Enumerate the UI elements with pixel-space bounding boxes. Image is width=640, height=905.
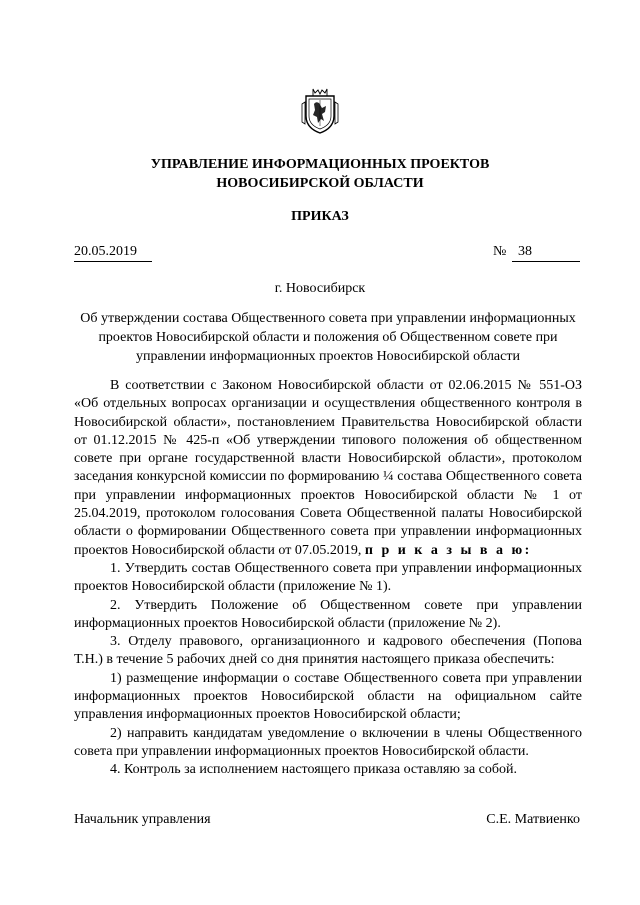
document-body: [74, 377, 582, 780]
order-item-3-2: 2) направить кандидатам уведомление о включении в члены Общественного совета при управлении информационных проектов Новосибирской области.: [74, 725, 582, 759]
document-type: ПРИКАЗ: [291, 209, 349, 224]
signatory-name: С.Е. Матвиенко: [486, 812, 580, 827]
date-number-line: [74, 244, 579, 264]
document-subject: Об утверждении состава Общественного совета при управлении информационных проектов Новосибирской области и положения об Общественном совете при управлении информационных проектов Новосибирской области: [80, 311, 576, 364]
organization-name-line2: НОВОСИБИРСКОЙ ОБЛАСТИ: [216, 176, 424, 191]
coat-of-arms-icon: [301, 88, 339, 134]
preamble-paragraph: [74, 377, 582, 560]
order-item-2: 2. Утвердить Положение об Общественном совете при управлении информационных проектов Новосибирской области (приложение № 2).: [74, 597, 582, 631]
number-sign: №: [493, 244, 507, 259]
order-item-1: 1. Утвердить состав Общественного совета при управлении информационных проектов Новосибирской области (приложение № 1).: [74, 560, 582, 595]
order-item-3: 3. Отделу правового, организационного и кадрового обеспечения (Попова Т.Н.) в течение 5 рабочих дней со дня принятия настоящего приказа обеспечить:: [74, 634, 582, 668]
document-number: 38: [512, 244, 580, 262]
order-item-4: 4. Контроль за исполнением настоящего приказа оставляю за собой.: [110, 762, 518, 778]
document-date: 20.05.2019: [74, 244, 152, 262]
city: г. Новосибирск: [274, 281, 366, 296]
organization-name-line1: УПРАВЛЕНИЕ ИНФОРМАЦИОННЫХ ПРОЕКТОВ: [150, 157, 490, 172]
order-item-3-1: 1) размещение информации о составе Общественного совета при управлении информационных проектов Новосибирской области на официальном сайте управления информационных проектов Новосибирской области;: [74, 670, 582, 723]
preamble-text: В соответствии с Законом Новосибирской области от 02.06.2015 № 551-ОЗ «Об отдельных вопросах организации и осуществления общественного контроля в Новосибирской области», постановлением Правительства Новосибирской области от 01.12.2015 № 425-п «Об утверждении типового положения об общественном совете при органе государственной власти Новосибирской области», протоколом заседания конкурсной комиссии по формированию ¼ состава Общественного совета при управлении информационных проектов Новосибирской области № 1 от 25.04.2019, протоколом голосования Совета Общественной палаты Новосибирской области о формировании Общественного совета при управлении информационных проектов Новосибирской области от 07.05.2019,: [74, 378, 582, 558]
signatory-position: Начальник управления: [74, 812, 211, 827]
order-word: п р и к а з ы в а ю:: [364, 542, 532, 558]
